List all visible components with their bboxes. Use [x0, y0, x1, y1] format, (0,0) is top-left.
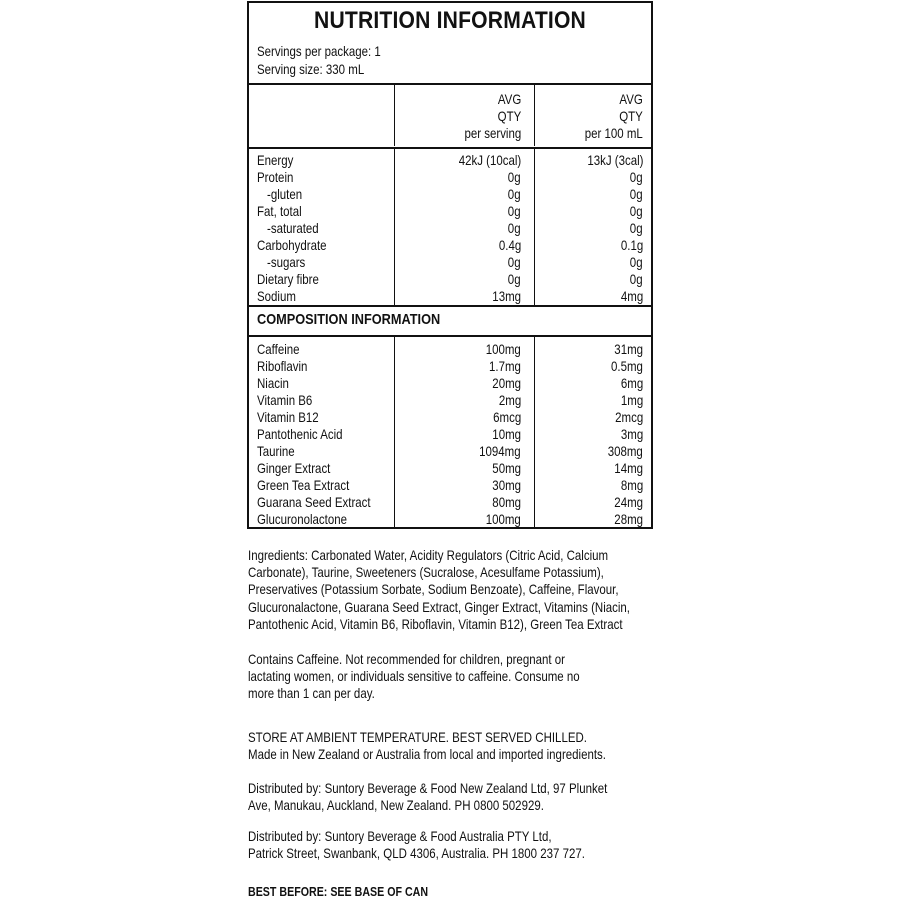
text-line: Glucuronalactone, Guarana Seed Extract, Ginger Extract, Vitamins (Niacin,: [248, 598, 631, 615]
composition-per-serving: 20mg: [492, 375, 521, 391]
nutrient-per-serving: 13mg: [492, 288, 521, 304]
nutrient-label: Energy: [257, 152, 294, 168]
composition-title: COMPOSITION INFORMATION: [257, 311, 441, 328]
nutrition-panel: [247, 1, 653, 529]
nutrient-label: Protein: [257, 169, 294, 185]
column-divider: [394, 83, 395, 146]
composition-per-100ml: 8mg: [620, 477, 643, 493]
nutrient-per-serving: 0.4g: [498, 237, 521, 253]
text-line: Distributed by: Suntory Beverage & Food Australia PTY Ltd,: [248, 828, 552, 844]
ingredients: [248, 547, 674, 633]
composition-label: Vitamin B6: [257, 392, 313, 408]
nutrient-per-serving: 0g: [508, 169, 521, 185]
text-line: Pantothenic Acid, Vitamin B6, Riboflavin, Vitamin B12), Green Tea Extract: [248, 615, 623, 632]
composition-per-serving: 100mg: [485, 341, 521, 357]
col-header-per-serving: AVG QTY per serving: [464, 91, 521, 141]
text-line: Made in New Zealand or Australia from local and imported ingredients.: [248, 746, 606, 763]
text-line: Preservatives (Potassium Sorbate, Sodium Benzoate), Caffeine, Flavour,: [248, 581, 619, 598]
divider: [249, 335, 651, 337]
composition-per-100ml: 2mcg: [614, 409, 643, 425]
composition-label: Guarana Seed Extract: [257, 494, 371, 510]
col-header-per-100ml: AVG QTY per 100 mL: [584, 91, 643, 141]
serving-size: Serving size: 330 mL: [257, 61, 365, 77]
text-line: STORE AT AMBIENT TEMPERATURE. BEST SERVED CHILLED.: [248, 729, 587, 745]
text-line: Distributed by: Suntory Beverage & Food New Zealand Ltd, 97 Plunket: [248, 780, 608, 796]
nutrient-label: Sodium: [257, 288, 296, 304]
divider: [249, 83, 651, 85]
composition-per-serving: 6mcg: [492, 409, 521, 425]
best-before: BEST BEFORE: SEE BASE OF CAN: [248, 884, 429, 899]
nutrient-per-serving: 42kJ (10cal): [458, 152, 521, 168]
nutrient-per-100ml: 0g: [630, 203, 643, 219]
composition-label: Pantothenic Acid: [257, 426, 343, 442]
column-divider: [534, 83, 535, 146]
composition-per-serving: 1094mg: [479, 443, 521, 459]
composition-per-serving: 30mg: [492, 477, 521, 493]
text-line: Patrick Street, Swanbank, QLD 4306, Australia. PH 1800 237 727.: [248, 845, 585, 862]
composition-per-100ml: 28mg: [614, 511, 643, 527]
composition-label: Taurine: [257, 443, 295, 459]
composition-per-100ml: 0.5mg: [611, 358, 643, 374]
nutrient-per-100ml: 13kJ (3cal): [586, 152, 643, 168]
composition-per-serving: 2mg: [498, 392, 521, 408]
nutrient-label: -saturated: [267, 220, 319, 236]
composition-per-100ml: 6mg: [620, 375, 643, 391]
nutrient-label: Dietary fibre: [257, 271, 319, 287]
composition-label: Niacin: [257, 375, 289, 391]
column-divider: [534, 337, 535, 527]
nutrient-label: -gluten: [267, 186, 303, 202]
composition-label: Riboflavin: [257, 358, 308, 374]
nutrient-per-100ml: 0g: [630, 220, 643, 236]
composition-label: Caffeine: [257, 341, 300, 357]
nutrient-label: -sugars: [267, 254, 306, 270]
nutrient-per-100ml: 0g: [630, 254, 643, 270]
text-line: Ave, Manukau, Auckland, New Zealand. PH 0800 502929.: [248, 797, 544, 814]
text-line: lactating women, or individuals sensitive to caffeine. Consume no: [248, 668, 580, 685]
composition-per-100ml: 14mg: [614, 460, 643, 476]
composition-per-100ml: 3mg: [620, 426, 643, 442]
composition-per-serving: 50mg: [492, 460, 521, 476]
composition-per-serving: 10mg: [492, 426, 521, 442]
composition-per-100ml: 308mg: [607, 443, 643, 459]
distributor-nz: [248, 780, 674, 814]
composition-per-serving: 100mg: [485, 511, 521, 527]
servings-per-package: Servings per package: 1: [257, 43, 381, 59]
column-divider: [394, 337, 395, 527]
column-divider: [534, 149, 535, 306]
distributor-au: [248, 828, 674, 862]
composition-label: Vitamin B12: [257, 409, 319, 425]
text-line: more than 1 can per day.: [248, 685, 375, 702]
text-line: Ingredients: Carbonated Water, Acidity Regulators (Citric Acid, Calcium: [248, 547, 609, 563]
panel-title: NUTRITION INFORMATION: [314, 7, 586, 34]
divider: [249, 147, 651, 149]
nutrient-per-100ml: 4mg: [620, 288, 643, 304]
caffeine-warning: [248, 651, 674, 703]
storage-info: [248, 729, 674, 763]
composition-per-serving: 1.7mg: [489, 358, 521, 374]
composition-per-100ml: 24mg: [614, 494, 643, 510]
nutrient-per-serving: 0g: [508, 186, 521, 202]
composition-per-serving: 80mg: [492, 494, 521, 510]
nutrient-per-serving: 0g: [508, 254, 521, 270]
nutrient-per-100ml: 0g: [630, 169, 643, 185]
composition-per-100ml: 1mg: [620, 392, 643, 408]
column-divider: [394, 149, 395, 306]
text-line: Contains Caffeine. Not recommended for children, pregnant or: [248, 651, 565, 667]
composition-label: Ginger Extract: [257, 460, 331, 476]
nutrient-label: Fat, total: [257, 203, 302, 219]
nutrient-label: Carbohydrate: [257, 237, 327, 253]
divider: [249, 305, 651, 307]
nutrient-per-100ml: 0g: [630, 186, 643, 202]
composition-label: Glucuronolactone: [257, 511, 347, 527]
nutrient-per-serving: 0g: [508, 203, 521, 219]
nutrient-per-serving: 0g: [508, 220, 521, 236]
nutrient-per-100ml: 0g: [630, 271, 643, 287]
nutrient-per-100ml: 0.1g: [620, 237, 643, 253]
composition-per-100ml: 31mg: [614, 341, 643, 357]
nutrient-per-serving: 0g: [508, 271, 521, 287]
text-line: Carbonate), Taurine, Sweeteners (Sucralose, Acesulfame Potassium),: [248, 564, 604, 581]
composition-label: Green Tea Extract: [257, 477, 350, 493]
